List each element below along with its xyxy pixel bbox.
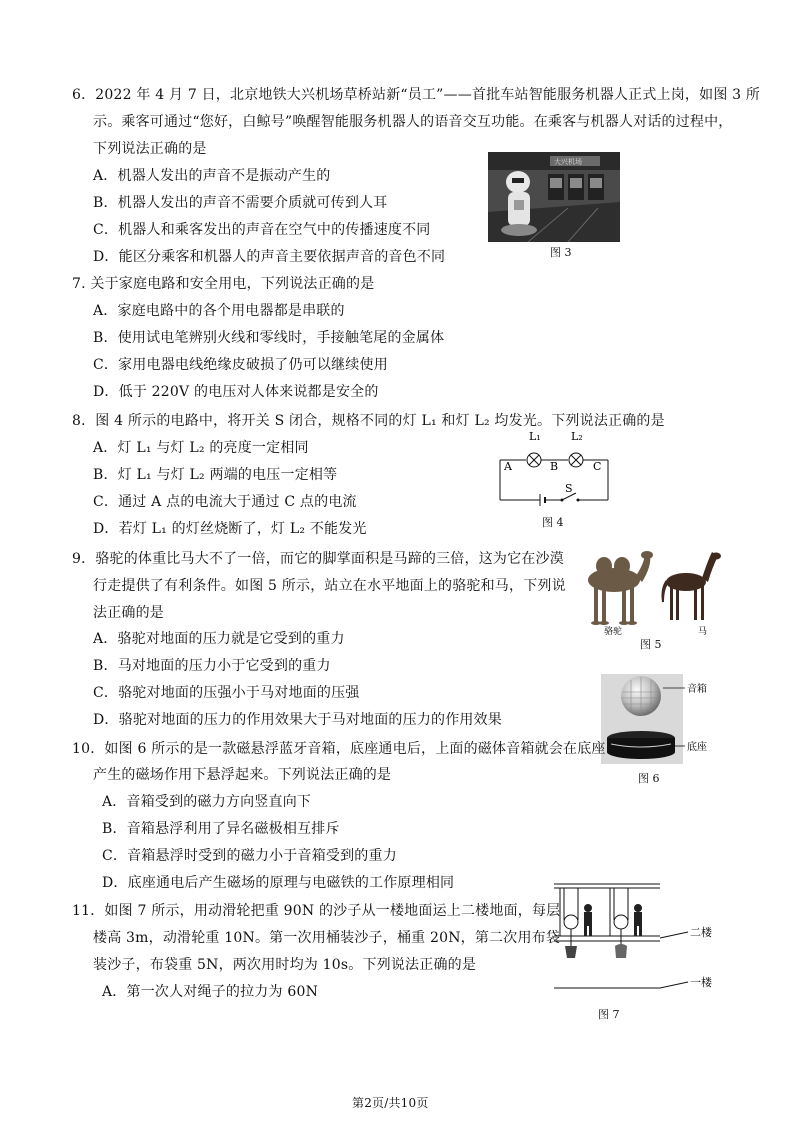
- point-A-label: A: [504, 460, 512, 473]
- q8-option-a: A．灯 L₁ 与灯 L₂ 的亮度一定相同: [93, 440, 309, 456]
- worker-icon: [584, 904, 592, 936]
- point-B-label: B: [550, 460, 559, 473]
- robot-photo: [488, 152, 620, 242]
- q8-stem: 8．图 4 所示的电路中，将开关 S 闭合，规格不同的灯 L₁ 和灯 L₂ 均发光。下列说法正确的是: [72, 413, 665, 429]
- q11-stem-line-1: 11．如图 7 所示，用动滑轮把重 90N 的沙子从一楼地面运上二楼地面，每层: [72, 903, 561, 919]
- circuit-diagram: [494, 426, 614, 516]
- q9-option-c: C．骆驼对地面的压强小于马对地面的压强: [93, 685, 360, 701]
- second-floor-label: 二楼: [690, 926, 712, 939]
- q7-option-a: A．家庭电路中的各个用电器都是串联的: [93, 303, 345, 319]
- bucket-icon: [565, 946, 577, 958]
- q9-option-a: A．骆驼对地面的压力就是它受到的重力: [93, 631, 345, 647]
- fig4-caption: 图 4: [542, 516, 564, 529]
- q10-option-c: C．音箱悬浮时受到的磁力小于音箱受到的重力: [102, 848, 397, 864]
- q9-stem-line-1: 9．骆驼的体重比马大不了一倍，而它的脚掌面积是马蹄的三倍，这为它在沙漠: [72, 551, 564, 567]
- fig5-caption: 图 5: [640, 638, 662, 651]
- q10-option-b: B．音箱悬浮利用了异名磁极相互排斥: [102, 821, 340, 837]
- worker-icon-2: [634, 904, 642, 936]
- camel-horse-figure: [574, 546, 724, 636]
- page-footer: 第2页/共10页: [352, 1096, 429, 1110]
- q8-option-b: B．灯 L₁ 与灯 L₂ 两端的电压一定相等: [93, 467, 338, 483]
- maglev-speaker-figure: [601, 670, 719, 768]
- q6-stem-line-2: 示。乘客可通过“您好，白鲸号”唤醒智能服务机器人的语音交互功能。在乘客与机器人对话的过程中，: [93, 114, 733, 130]
- q10-stem-line-1: 10．如图 6 所示的是一款磁悬浮蓝牙音箱，底座通电后，上面的磁体音箱就会在底座: [72, 741, 606, 757]
- q10-option-a: A．音箱受到的磁力方向竖直向下: [102, 794, 312, 810]
- q6-stem-line-3: 下列说法正确的是: [93, 141, 207, 157]
- pulley-figure: [548, 878, 728, 996]
- q9-stem-line-3: 法正确的是: [93, 605, 164, 621]
- camel-label: 骆驼: [604, 627, 623, 636]
- camel-icon: [588, 551, 653, 625]
- q9-option-d: D．骆驼对地面的压力的作用效果大于马对地面的压力的作用效果: [93, 712, 503, 728]
- fig6-caption: 图 6: [638, 772, 660, 785]
- L1-label: L₁: [529, 430, 541, 443]
- q11-stem-line-2: 楼高 3m，动滑轮重 10N。第一次用桶装沙子，桶重 20N，第二次用布袋: [93, 930, 561, 946]
- q6-option-c: C．机器人和乘客发出的声音在空气中的传播速度不同: [93, 222, 431, 238]
- point-C-label: C: [593, 460, 602, 473]
- q10-stem-line-2: 产生的磁场作用下悬浮起来。下列说法正确的是: [93, 767, 392, 783]
- base-label: 底座: [687, 742, 707, 753]
- q7-option-c: C．家用电器电线绝缘皮破损了仍可以继续使用: [93, 357, 388, 373]
- q11-stem-line-3: 装沙子，布袋重 5N，两次用时均为 10s。下列说法正确的是: [93, 957, 477, 973]
- q6-option-d: D．能区分乘客和机器人的声音主要依据声音的音色不同: [93, 249, 446, 265]
- L2-label: L₂: [571, 430, 583, 443]
- q7-stem: 7. 关于家庭电路和安全用电，下列说法正确的是: [72, 276, 375, 292]
- fig7-caption: 图 7: [598, 1008, 620, 1021]
- q8-option-c: C．通过 A 点的电流大于通过 C 点的电流: [93, 494, 357, 510]
- cloth-bag-icon: [615, 944, 627, 958]
- horse-icon: [662, 552, 722, 620]
- q10-option-d: D．底座通电后产生磁场的原理与电磁铁的工作原理相同: [102, 875, 455, 891]
- q11-option-a: A．第一次人对绳子的拉力为 60N: [102, 984, 319, 1000]
- speaker-label: 音箱: [687, 684, 707, 695]
- fig3-sign-text: 大兴机场: [554, 158, 582, 166]
- q6-stem-line-1: 6．2022 年 4 月 7 日，北京地铁大兴机场草桥站新“员工”——首批车站智能服务机器人正式上岗，如图 3 所: [72, 87, 761, 103]
- fig3-caption: 图 3: [550, 246, 572, 259]
- q9-option-b: B．马对地面的压力小于它受到的重力: [93, 658, 331, 674]
- q6-option-b: B．机器人发出的声音不需要介质就可传到人耳: [93, 195, 388, 211]
- switch-S-label: S: [565, 482, 573, 495]
- q9-stem-line-2: 行走提供了有利条件。如图 5 所示，站立在水平地面上的骆驼和马，下列说: [93, 578, 566, 594]
- q8-option-d: D．若灯 L₁ 的灯丝烧断了，灯 L₂ 不能发光: [93, 521, 367, 537]
- q7-option-b: B．使用试电笔辨别火线和零线时，手接触笔尾的金属体: [93, 330, 445, 346]
- horse-label: 马: [698, 627, 708, 636]
- q6-option-a: A．机器人发出的声音不是振动产生的: [93, 168, 331, 184]
- q7-option-d: D．低于 220V 的电压对人体来说都是安全的: [93, 384, 379, 400]
- first-floor-label: 一楼: [690, 976, 712, 989]
